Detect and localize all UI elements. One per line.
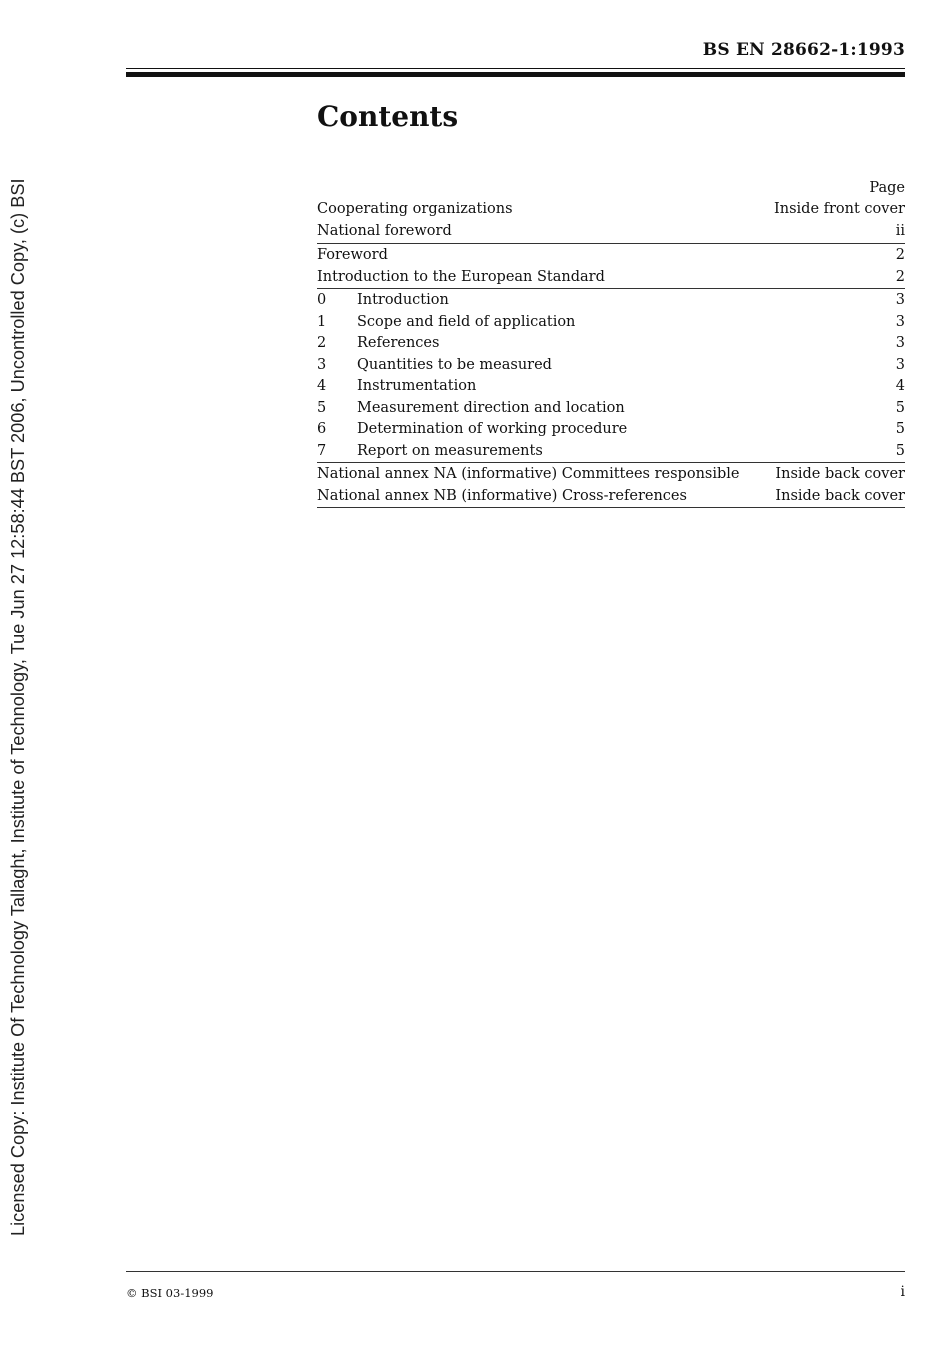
- license-watermark: Licensed Copy: Institute Of Technology Tallaght, Institute of Technology, Tue Jun 27 12:58:44 BST 2006, Uncontrolled Copy, (c) BSI: [8, 178, 28, 1236]
- entry-page: Inside back cover: [775, 487, 905, 504]
- clause-number: 2: [317, 335, 327, 351]
- toc-entry: [317, 221, 905, 243]
- toc-entry-title: [317, 464, 739, 486]
- toc-entry: [317, 441, 905, 463]
- toc-entry: [317, 267, 905, 289]
- entry-page: 3: [895, 356, 905, 373]
- copyright: © BSI 03-1999: [126, 1286, 214, 1300]
- toc-entry: [317, 199, 905, 221]
- entry-label: Determination of working procedure: [357, 421, 628, 437]
- toc-group: [317, 244, 905, 289]
- entry-label: Introduction to the European Standard: [317, 268, 605, 285]
- toc-entry-title: [317, 221, 452, 243]
- footer-rule: [126, 1271, 905, 1272]
- clause-number: 0: [317, 292, 327, 308]
- clause-number: 1: [317, 313, 327, 330]
- entry-label: Instrumentation: [357, 378, 477, 394]
- toc-entry: [317, 245, 905, 267]
- toc-entry-title: [317, 441, 543, 463]
- toc-entry: [317, 419, 905, 441]
- toc-entry-title: [317, 267, 605, 289]
- toc-entry: [317, 464, 905, 486]
- toc-group: [317, 463, 905, 508]
- toc-entry: [317, 355, 905, 377]
- toc-entry: [317, 312, 905, 334]
- header-rule-thick: [126, 72, 905, 77]
- toc-entry-title: [317, 486, 687, 508]
- entry-label: Report on measurements: [357, 442, 543, 459]
- toc-group: [317, 289, 905, 463]
- toc-entry-title: [317, 199, 513, 221]
- document-id: BS EN 28662-1:1993: [702, 40, 905, 60]
- entry-label: Scope and field of application: [357, 313, 576, 330]
- entry-label: Quantities to be measured: [357, 356, 552, 373]
- clause-number: 5: [317, 399, 327, 416]
- toc-entry-title: [317, 419, 627, 441]
- entry-page: 5: [895, 442, 905, 459]
- entry-label: National annex NA (informative) Committees responsible: [317, 466, 740, 482]
- entry-page: 5: [895, 421, 905, 437]
- entry-page: 2: [895, 247, 905, 263]
- toc-entry-title: [317, 245, 388, 267]
- entry-label: Cooperating organizations: [317, 201, 513, 217]
- toc-entry: [317, 290, 905, 312]
- entry-label: National annex NB (informative) Cross-references: [317, 487, 687, 504]
- clause-number: 4: [317, 378, 327, 394]
- toc-entry: [317, 376, 905, 398]
- toc-entry: [317, 333, 905, 355]
- toc-entry: [317, 486, 905, 508]
- entry-page: 3: [895, 313, 905, 330]
- entry-page: Inside front cover: [774, 201, 905, 217]
- toc-groups: [317, 199, 905, 508]
- page-title: Contents: [317, 100, 459, 133]
- entry-page: ii: [895, 222, 905, 239]
- clause-number: 6: [317, 421, 327, 437]
- toc-entry-title: [317, 333, 439, 355]
- entry-label: References: [357, 335, 440, 351]
- entry-label: Foreword: [317, 247, 388, 263]
- toc-entry-title: [317, 290, 449, 312]
- entry-page: 5: [895, 399, 905, 416]
- page-column-header: Page: [869, 180, 905, 196]
- toc-group: [317, 199, 905, 244]
- entry-page: 3: [895, 292, 905, 308]
- entry-page: 2: [895, 268, 905, 285]
- entry-label: Introduction: [357, 292, 449, 308]
- toc-entry-title: [317, 312, 575, 334]
- table-of-contents: [317, 178, 905, 508]
- toc-entry-title: [317, 376, 476, 398]
- entry-label: National foreword: [317, 222, 452, 239]
- entry-page: Inside back cover: [775, 466, 905, 482]
- header-rule-thin: [126, 68, 905, 69]
- entry-page: 4: [895, 378, 905, 394]
- page-number: i: [900, 1284, 905, 1300]
- clause-number: 3: [317, 356, 327, 373]
- entry-label: Measurement direction and location: [357, 399, 625, 416]
- clause-number: 7: [317, 442, 327, 459]
- toc-entry: [317, 398, 905, 420]
- toc-entry-title: [317, 398, 625, 420]
- entry-page: 3: [895, 335, 905, 351]
- toc-entry-title: [317, 355, 552, 377]
